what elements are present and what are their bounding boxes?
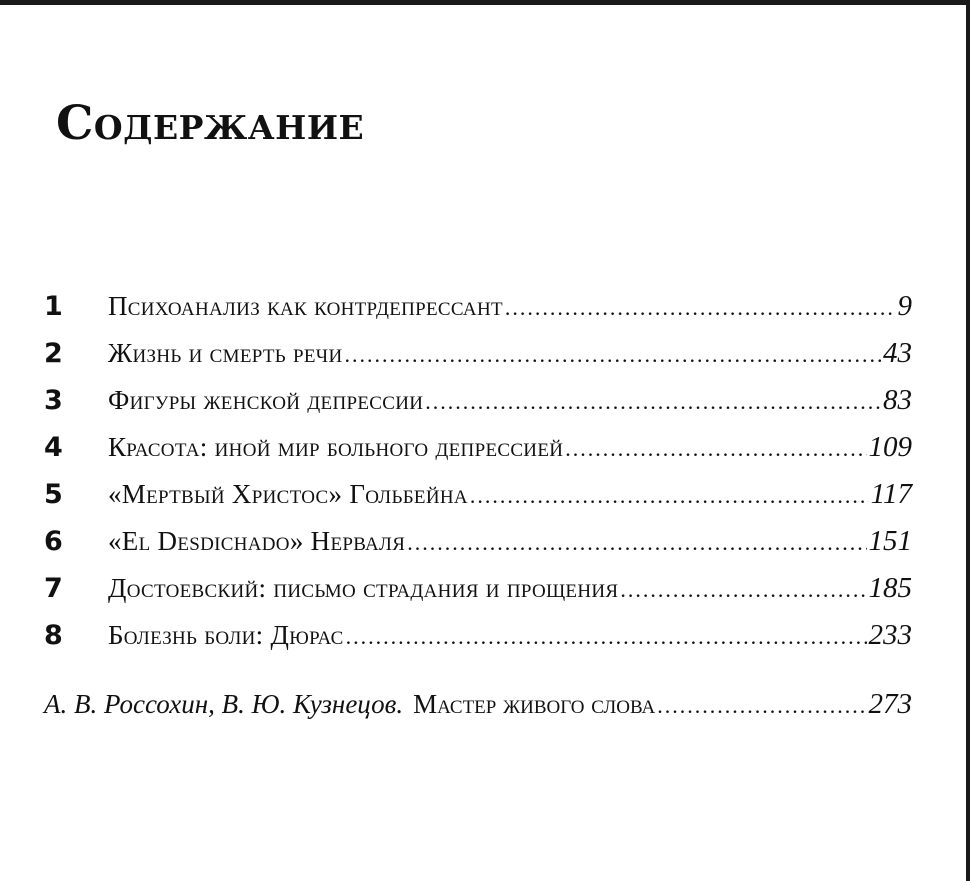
page-number: 185 xyxy=(868,572,912,604)
chapter-number: 1 xyxy=(44,291,63,322)
chapter-title: Фигуры женской депрессии xyxy=(108,385,424,415)
chapter-number: 7 xyxy=(44,573,63,604)
chapter-title: Жизнь и смерть речи xyxy=(108,338,343,368)
page-number: 233 xyxy=(868,619,912,651)
toc-entry[interactable] xyxy=(44,572,912,619)
chapter-title: Болезнь боли: Дюрас xyxy=(108,620,344,650)
chapter-title: Психоанализ как контрдепрессант xyxy=(108,291,503,321)
appendix-title: Мастер живого слова xyxy=(413,689,656,719)
toc-entry[interactable] xyxy=(44,384,912,431)
dot-leader xyxy=(657,693,866,719)
chapter-number: 2 xyxy=(44,338,63,369)
page-title: Содержание xyxy=(56,96,365,151)
chapter-title: Красота: иной мир больного депрессией xyxy=(108,432,564,462)
toc-entry[interactable] xyxy=(44,525,912,572)
chapter-title: Достоевский: письмо страдания и прощения xyxy=(108,573,619,603)
page-number: 273 xyxy=(868,688,912,720)
dot-leader xyxy=(505,295,896,321)
chapter-number: 4 xyxy=(44,432,63,463)
page-number: 9 xyxy=(897,290,912,322)
chapter-title: «Мертвый Христос» Гольбейна xyxy=(108,479,468,509)
toc-entry[interactable] xyxy=(44,290,912,337)
dot-leader xyxy=(565,436,866,462)
chapter-number: 5 xyxy=(44,479,63,510)
page-number: 151 xyxy=(868,525,912,557)
chapter-number: 3 xyxy=(44,385,63,416)
chapter-title: «El Desdichado» Нерваля xyxy=(108,526,406,556)
dot-leader xyxy=(407,530,866,556)
dot-leader xyxy=(470,483,869,509)
page-number: 117 xyxy=(870,478,912,510)
toc-appendix-entry[interactable] xyxy=(44,688,912,721)
toc-entry[interactable] xyxy=(44,478,912,525)
dot-leader xyxy=(344,342,881,368)
toc-entry[interactable] xyxy=(44,619,912,666)
page-number: 109 xyxy=(868,431,912,463)
toc-entry[interactable] xyxy=(44,431,912,478)
toc-entry[interactable] xyxy=(44,337,912,384)
table-of-contents xyxy=(44,290,912,666)
dot-leader xyxy=(346,624,867,650)
appendix-authors: А. В. Россохин, В. Ю. Кузнецов. xyxy=(44,689,404,719)
page-number: 83 xyxy=(883,384,912,416)
dot-leader xyxy=(425,389,881,415)
chapter-number: 6 xyxy=(44,526,63,557)
chapter-number: 8 xyxy=(44,620,63,651)
page-number: 43 xyxy=(883,337,912,369)
dot-leader xyxy=(620,577,866,603)
